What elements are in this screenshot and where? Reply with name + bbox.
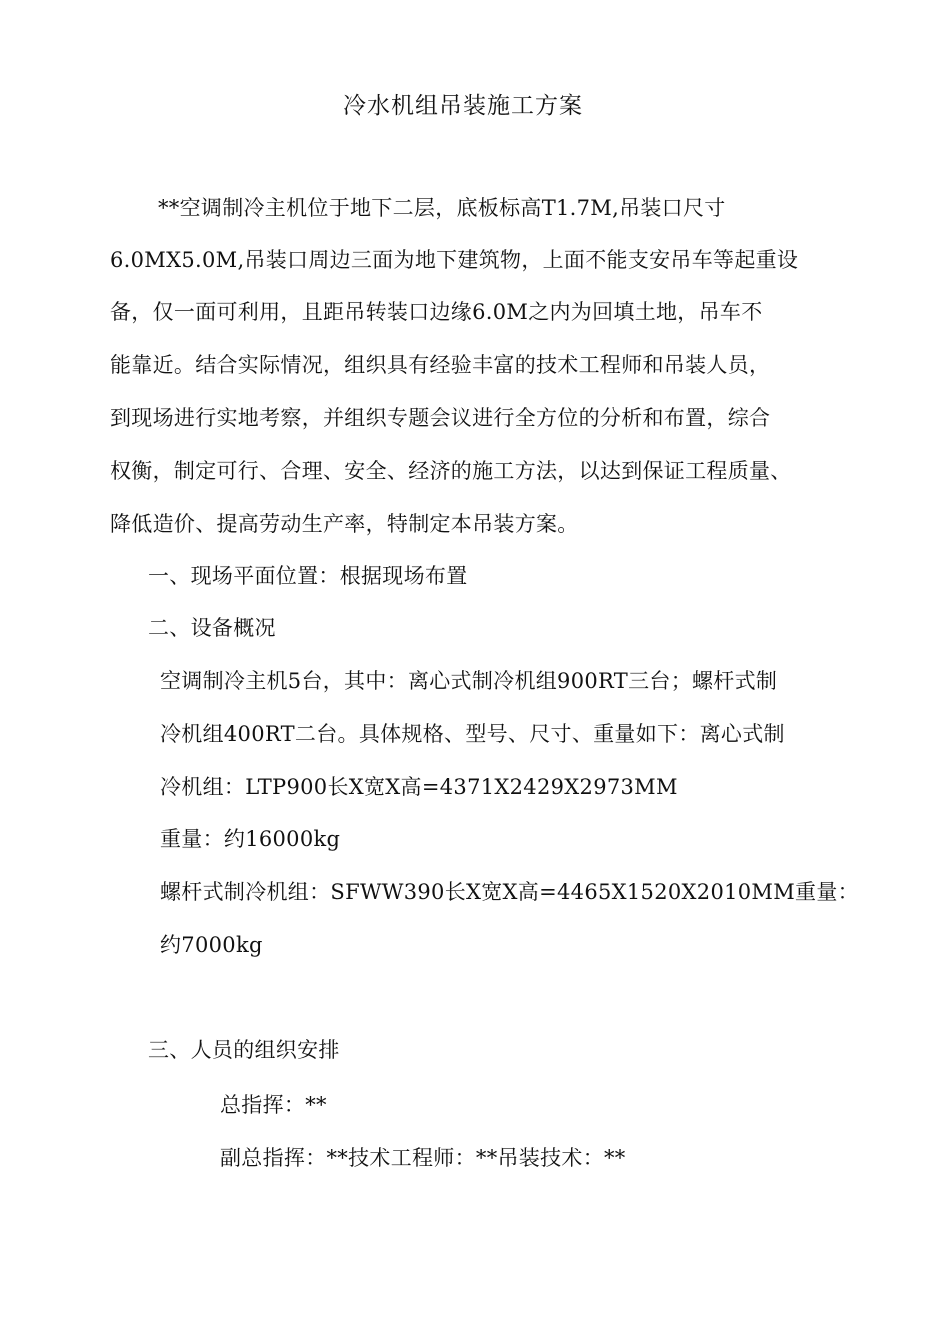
intro-line-1: **空调制冷主机位于地下二层，底板标高T1.7M,吊装口尺寸 bbox=[158, 196, 726, 220]
intro-line-4: 能靠近。结合实际情况，组织具有经验丰富的技术工程师和吊装人员， bbox=[110, 353, 771, 377]
personnel-line-2: 副总指挥：**技术工程师：**吊装技术：** bbox=[220, 1146, 626, 1170]
equipment-line-3: 冷机组：LTP900长X宽X高=4371X2429X2973MM bbox=[160, 775, 678, 799]
section-heading-site-layout: 一、现场平面位置：根据现场布置 bbox=[148, 564, 468, 588]
intro-line-7: 降低造价、提高劳动生产率，特制定本吊装方案。 bbox=[110, 512, 579, 536]
equipment-line-5: 螺杆式制冷机组：SFWW390长X宽X高=4465X1520X2010MM重量： bbox=[160, 880, 859, 904]
equipment-line-2: 冷机组400RT二台。具体规格、型号、尺寸、重量如下：离心式制 bbox=[160, 722, 785, 746]
section-heading-equipment: 二、设备概况 bbox=[148, 616, 276, 640]
equipment-line-6: 约7000kg bbox=[160, 933, 263, 957]
page-title: 冷水机组吊装施工方案 bbox=[343, 93, 583, 119]
equipment-line-4: 重量：约16000kg bbox=[160, 827, 341, 851]
intro-line-5: 到现场进行实地考察，并组织专题会议进行全方位的分析和布置，综合 bbox=[110, 406, 771, 430]
section-heading-personnel: 三、人员的组织安排 bbox=[148, 1038, 340, 1062]
equipment-line-1: 空调制冷主机5台，其中：离心式制冷机组900RT三台；螺杆式制 bbox=[160, 669, 778, 693]
intro-line-3: 备，仅一面可利用，且距吊转装口边缘6.0M之内为回填土地，吊车不 bbox=[110, 300, 763, 324]
intro-line-6: 权衡，制定可行、合理、安全、经济的施工方法，以达到保证工程质量、 bbox=[110, 459, 792, 483]
personnel-line-1: 总指挥：** bbox=[220, 1093, 327, 1117]
intro-line-2: 6.0MX5.0M,吊装口周边三面为地下建筑物，上面不能支安吊车等起重设 bbox=[110, 248, 799, 272]
